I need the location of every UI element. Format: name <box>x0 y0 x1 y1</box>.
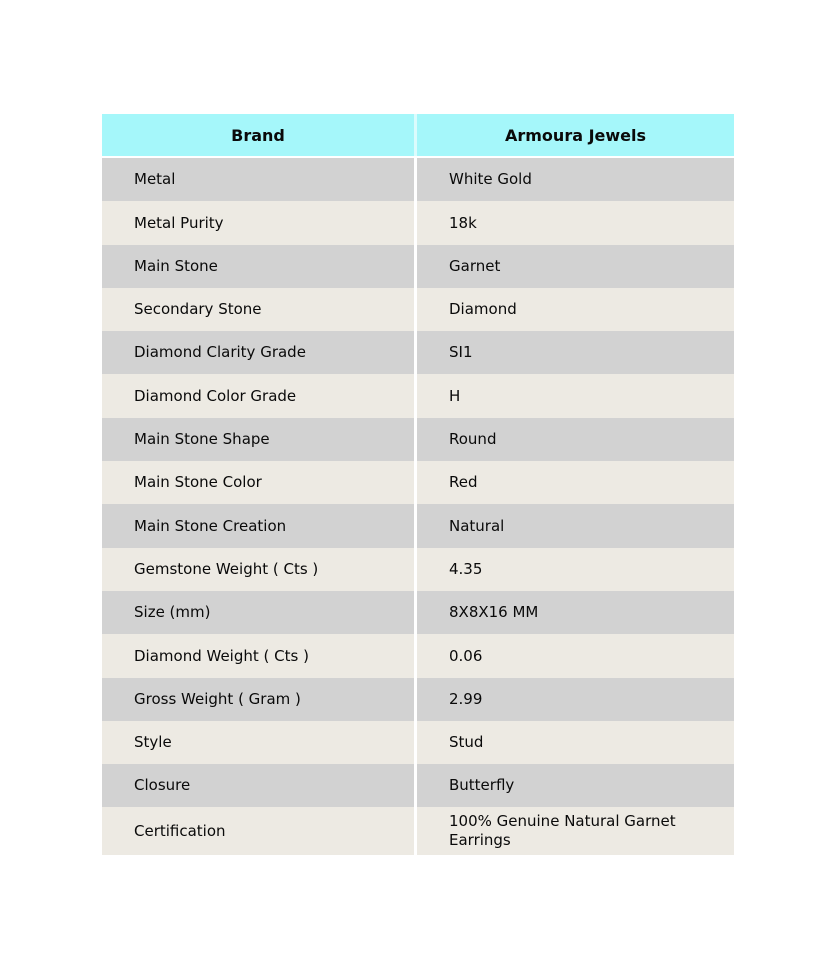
spec-label-cell: Certification <box>102 807 417 855</box>
spec-label-cell: Main Stone Color <box>102 461 417 504</box>
table-row <box>102 504 734 547</box>
spec-label-cell: Gemstone Weight ( Cts ) <box>102 548 417 591</box>
spec-value-cell: Natural <box>449 516 505 535</box>
table-row <box>102 288 734 331</box>
spec-value-cell: 100% Genuine Natural Garnet Earrings <box>449 812 676 850</box>
spec-value-cell: Garnet <box>449 256 501 275</box>
spec-label-cell: Diamond Clarity Grade <box>102 331 417 374</box>
spec-label-cell: Diamond Weight ( Cts ) <box>102 634 417 677</box>
brand-value-header-cell: Armoura Jewels <box>504 125 647 145</box>
spec-value-cell: 18k <box>449 213 477 232</box>
spec-value-cell: 8X8X16 MM <box>449 603 539 622</box>
spec-value-cell: Butterfly <box>449 776 515 795</box>
table-row <box>102 807 734 855</box>
spec-label-cell: Style <box>102 721 417 764</box>
spec-value-cell: 0.06 <box>449 646 483 665</box>
spec-label-cell: Main Stone Shape <box>102 418 417 461</box>
spec-label-cell: Main Stone Creation <box>102 504 417 547</box>
spec-label-cell: Secondary Stone <box>102 288 417 331</box>
spec-label-cell: Closure <box>102 764 417 807</box>
table-row <box>102 331 734 374</box>
table-row <box>102 721 734 764</box>
spec-value-cell: Diamond <box>449 300 517 319</box>
table-row <box>102 201 734 244</box>
table-row <box>102 374 734 417</box>
spec-value-cell: SI1 <box>449 343 473 362</box>
product-spec-table <box>102 114 734 855</box>
spec-table-body <box>102 158 734 855</box>
spec-value-cell: 2.99 <box>449 689 483 708</box>
spec-label-cell: Main Stone <box>102 245 417 288</box>
table-header-row <box>102 114 734 158</box>
spec-label-cell: Size (mm) <box>102 591 417 634</box>
spec-value-cell: H <box>449 386 461 405</box>
table-row <box>102 461 734 504</box>
spec-value-cell: White Gold <box>449 170 532 189</box>
spec-value-cell: Red <box>449 473 478 492</box>
spec-value-cell: 4.35 <box>449 559 483 578</box>
table-row <box>102 678 734 721</box>
table-row <box>102 764 734 807</box>
table-row <box>102 245 734 288</box>
spec-label-cell: Metal <box>102 158 417 201</box>
spec-label-cell: Gross Weight ( Gram ) <box>102 678 417 721</box>
table-row <box>102 418 734 461</box>
spec-value-cell: Round <box>449 430 497 449</box>
table-row <box>102 591 734 634</box>
spec-label-cell: Diamond Color Grade <box>102 374 417 417</box>
table-row <box>102 158 734 201</box>
brand-header-cell: Brand <box>102 114 417 156</box>
spec-value-cell: Stud <box>449 733 484 752</box>
table-row <box>102 634 734 677</box>
spec-label-cell: Metal Purity <box>102 201 417 244</box>
table-row <box>102 548 734 591</box>
